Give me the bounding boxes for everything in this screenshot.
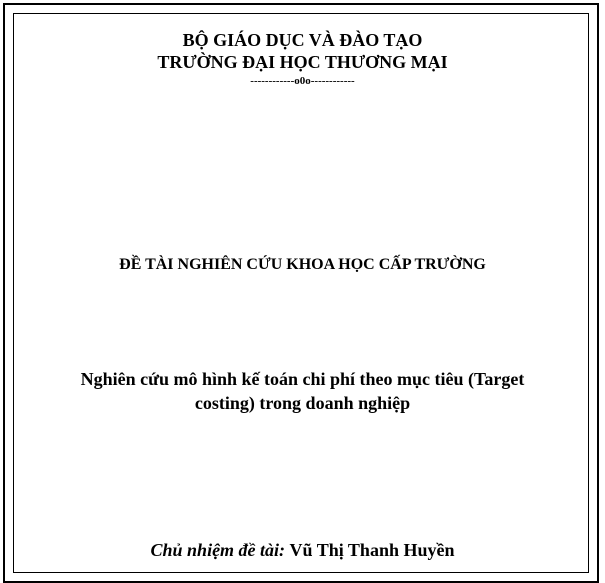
project-leader-label: Chủ nhiệm đề tài: bbox=[150, 540, 290, 560]
project-leader bbox=[0, 538, 605, 562]
separator-ornament: ------------o0o------------ bbox=[250, 75, 355, 87]
university-name: TRƯỜNG ĐẠI HỌC THƯƠNG MẠI bbox=[157, 52, 448, 72]
ministry-name: BỘ GIÁO DỤC VÀ ĐÀO TẠO bbox=[182, 30, 423, 50]
title-line-1: Nghiên cứu mô hình kế toán chi phí theo mục tiêu (Target bbox=[80, 369, 525, 389]
page-border-frame bbox=[3, 3, 599, 583]
project-leader-name: Vũ Thị Thanh Huyền bbox=[289, 540, 455, 560]
title-line-2: costing) trong doanh nghiệp bbox=[194, 393, 411, 413]
page-border-inner-line bbox=[13, 13, 589, 573]
document-title bbox=[0, 367, 605, 415]
project-type-heading: ĐỀ TÀI NGHIÊN CỨU KHOA HỌC CẤP TRƯỜNG bbox=[119, 256, 486, 273]
